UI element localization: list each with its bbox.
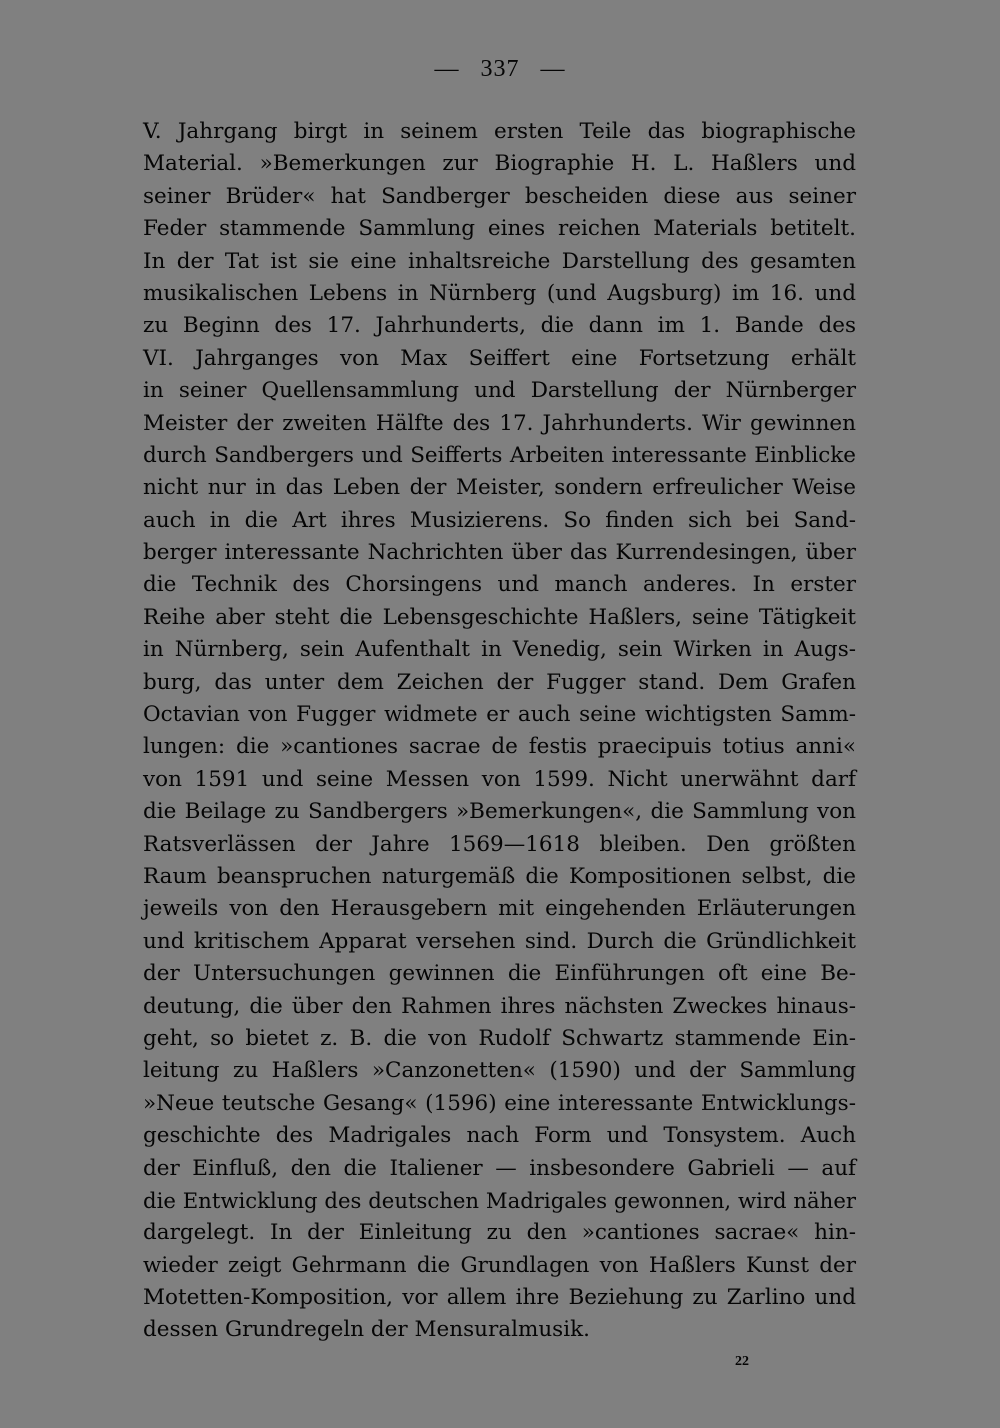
text-line: VI. Jahrganges von Max Seiffert eine Fortsetzung erhält bbox=[143, 345, 856, 371]
text-line: Feder stammende Sammlung eines reichen Materials betitelt. bbox=[143, 216, 856, 242]
text-line: jeweils von den Herausgebern mit eingehenden Erläuterungen bbox=[143, 896, 856, 922]
signature-mark: 22 bbox=[735, 1354, 749, 1369]
text-line: geschichte des Madrigales nach Form und Tonsystem. Auch bbox=[143, 1123, 856, 1149]
text-line: V. Jahrgang birgt in seinem ersten Teile das biographische bbox=[143, 119, 856, 144]
text-line: wieder zeigt Gehrmann die Grundlagen von Haßlers Kunst der bbox=[143, 1252, 856, 1278]
text-line: in seiner Quellensammlung und Darstellung der Nürnberger bbox=[143, 378, 856, 404]
text-line: Ratsverlässen der Jahre 1569—1618 bleiben. Den größten bbox=[143, 831, 856, 857]
text-line: die Entwicklung des deutschen Madrigales gewonnen, wird näher bbox=[143, 1187, 856, 1213]
text-line: die Beilage zu Sandbergers »Bemerkungen«, die Sammlung von bbox=[143, 799, 856, 825]
text-line: dargelegt. In der Einleitung zu den »cantiones sacrae« hin- bbox=[143, 1220, 856, 1246]
text-line: auch in die Art ihres Musizierens. So finden sich bei Sand- bbox=[143, 507, 856, 533]
text-line: musikalischen Lebens in Nürnberg (und Augsburg) im 16. und bbox=[143, 280, 856, 306]
text-line: von 1591 und seine Messen von 1599. Nicht unerwähnt darf bbox=[143, 766, 856, 792]
text-line: »Neue teutsche Gesang« (1596) eine interessante Entwicklungs- bbox=[143, 1090, 856, 1116]
text-line: seiner Brüder« hat Sandberger bescheiden diese aus seiner bbox=[143, 183, 856, 209]
text-line: in Nürnberg, sein Aufenthalt in Venedig, sein Wirken in Augs- bbox=[143, 637, 856, 663]
text-line: Motetten-Komposition, vor allem ihre Beziehung zu Zarlino und bbox=[143, 1285, 856, 1311]
text-line: die Technik des Chorsingens und manch anderes. In erster bbox=[143, 572, 856, 598]
text-line: der Untersuchungen gewinnen die Einführungen oft eine Be- bbox=[143, 961, 856, 987]
text-line: lungen: die »cantiones sacrae de festis praecipuis totius anni« bbox=[143, 734, 856, 760]
text-line: zu Beginn des 17. Jahrhunderts, die dann im 1. Bande des bbox=[143, 313, 856, 339]
page-header-number: — 337 — bbox=[434, 56, 566, 82]
text-line: und kritischem Apparat versehen sind. Durch die Gründlichkeit bbox=[143, 928, 856, 954]
text-line: leitung zu Haßlers »Canzonetten« (1590) und der Sammlung bbox=[143, 1058, 856, 1084]
text-line: der Einfluß, den die Italiener — insbesondere Gabrieli — auf bbox=[143, 1155, 856, 1181]
text-line: Raum beanspruchen naturgemäß die Kompositionen selbst, die bbox=[143, 863, 856, 889]
text-line: nicht nur in das Leben der Meister, sondern erfreulicher Weise bbox=[143, 475, 856, 501]
text-line: In der Tat ist sie eine inhaltsreiche Darstellung des gesamten bbox=[143, 248, 856, 274]
text-line: dessen Grundregeln der Mensuralmusik. bbox=[143, 1317, 590, 1343]
text-line: burg, das unter dem Zeichen der Fugger stand. Dem Grafen bbox=[143, 669, 856, 695]
text-line: deutung, die über den Rahmen ihres nächsten Zweckes hinaus- bbox=[143, 993, 856, 1019]
text-line: geht, so bietet z. B. die von Rudolf Schwartz stammende Ein- bbox=[143, 1025, 856, 1051]
text-line: Reihe aber steht die Lebensgeschichte Haßlers, seine Tätigkeit bbox=[143, 604, 856, 630]
text-line: berger interessante Nachrichten über das Kurrendesingen, über bbox=[143, 540, 856, 566]
text-line: Octavian von Fugger widmete er auch seine wichtigsten Samm- bbox=[143, 702, 856, 728]
body-text bbox=[143, 116, 856, 1347]
text-line: Material. »Bemerkungen zur Biographie H. L. Haßlers und bbox=[143, 151, 856, 177]
text-line: Meister der zweiten Hälfte des 17. Jahrhunderts. Wir gewinnen bbox=[143, 410, 856, 436]
text-line: durch Sandbergers und Seifferts Arbeiten interessante Einblicke bbox=[143, 442, 856, 468]
